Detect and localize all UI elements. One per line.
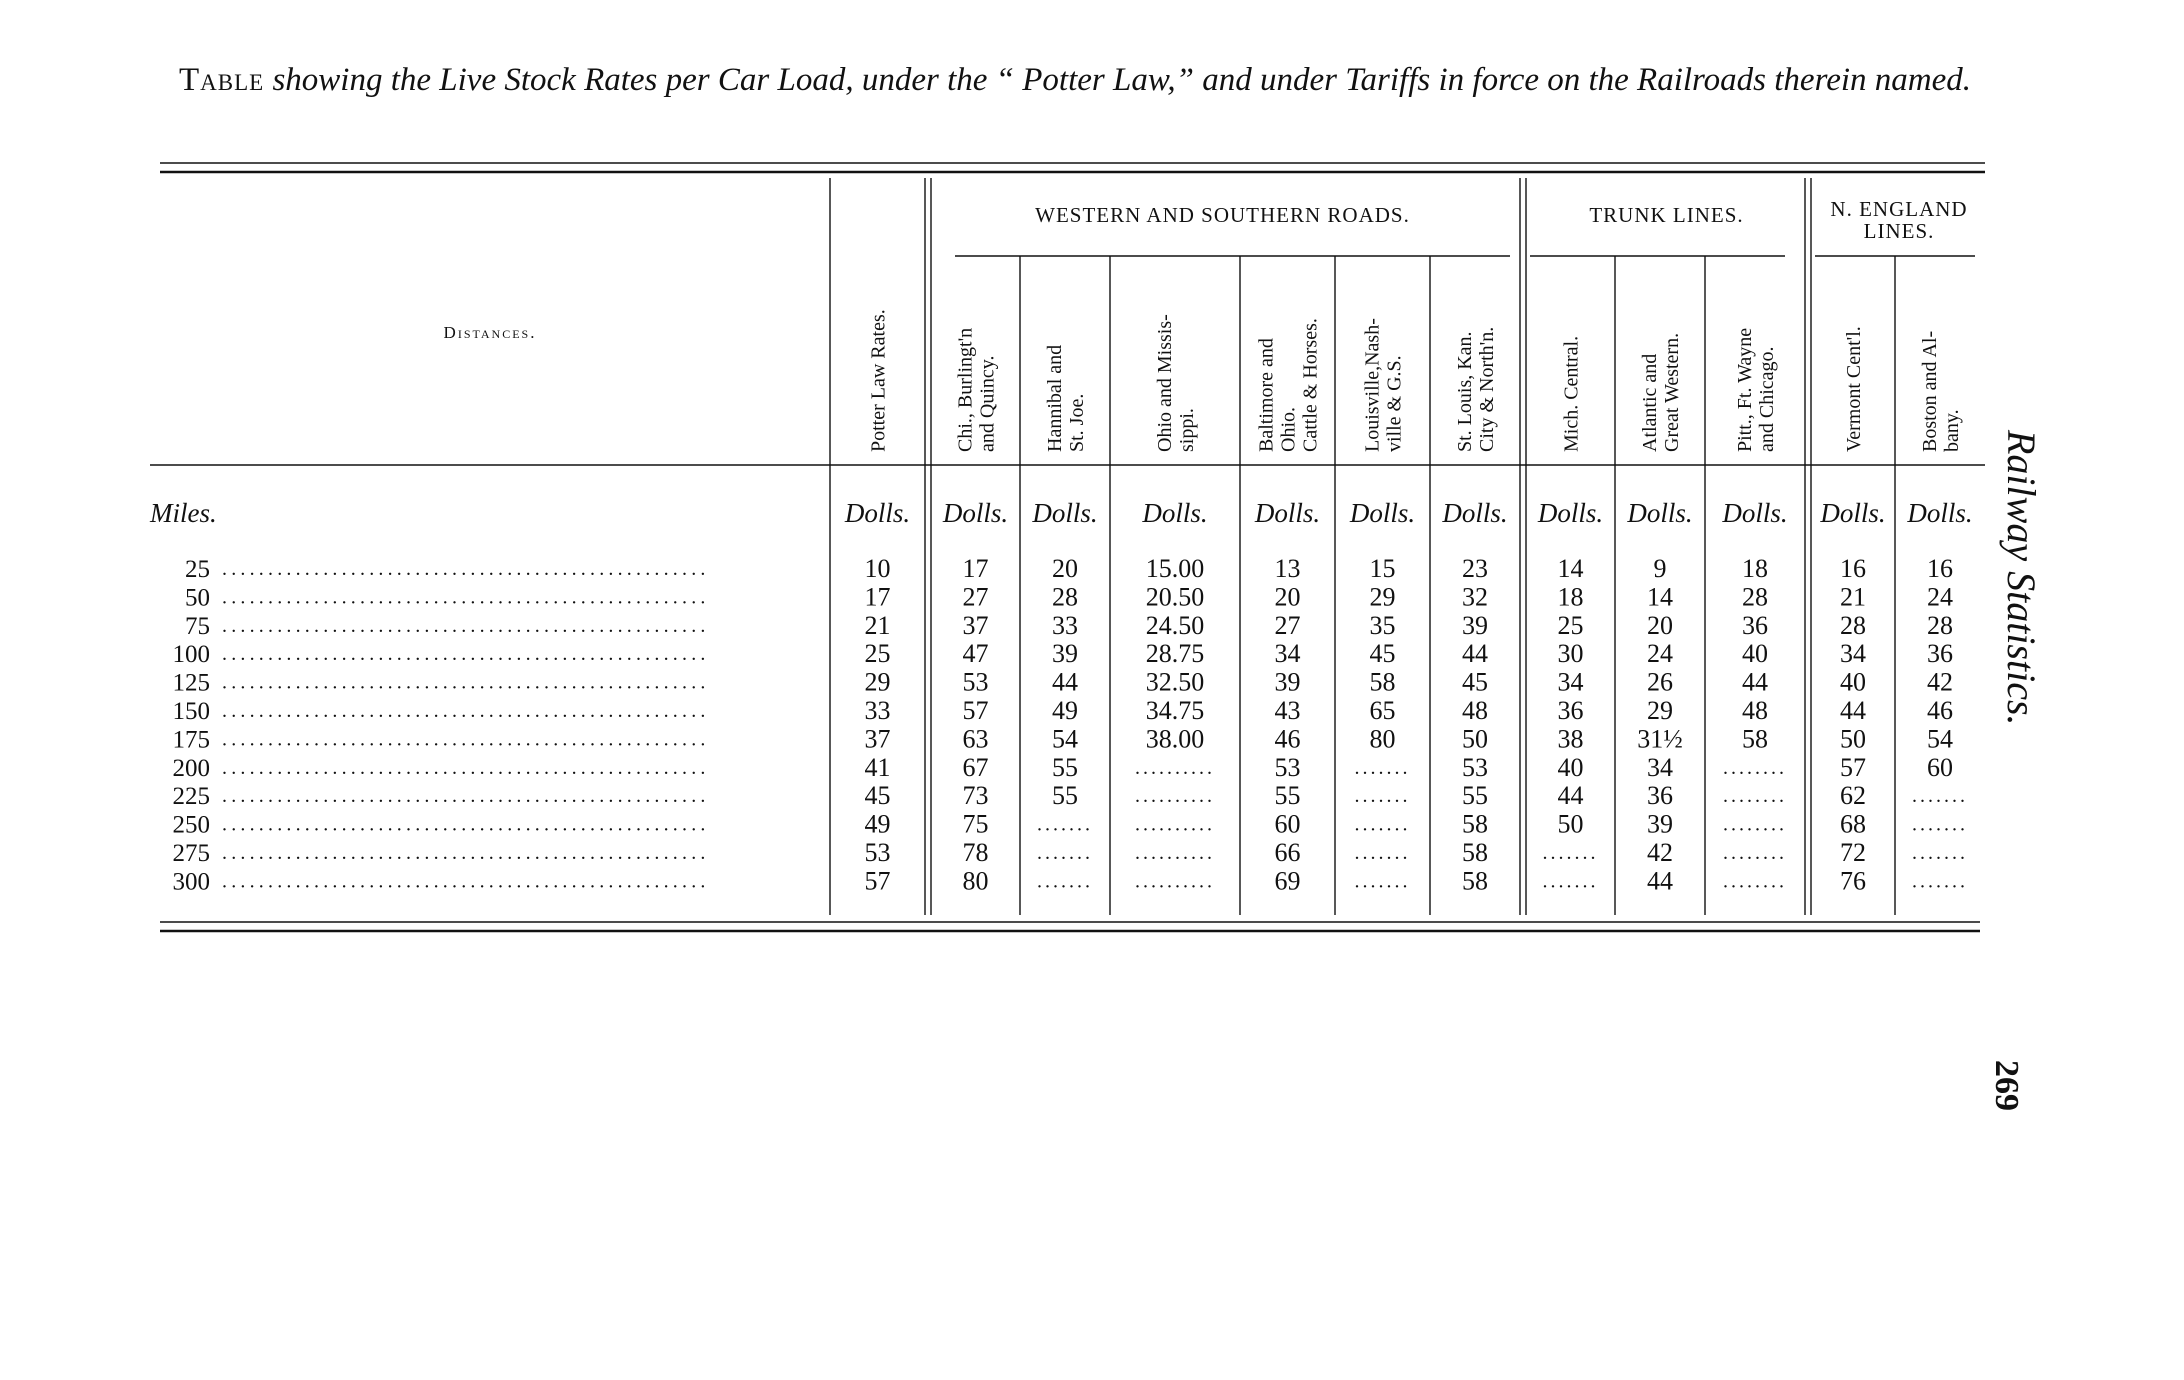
value-cell: 39 [1052, 639, 1078, 669]
value-cell: 39 [1462, 610, 1488, 640]
value-cell: 31½ [1637, 724, 1683, 754]
empty-cell: ....... [1037, 870, 1093, 893]
value-cell: 47 [962, 639, 989, 669]
value-cell: 17 [962, 554, 989, 583]
value-cell: 75 [962, 809, 989, 839]
value-cell: 34 [1274, 639, 1301, 669]
value-cell: 46 [1274, 724, 1301, 754]
value-cell: 55 [1052, 752, 1078, 782]
value-cell: 57 [1840, 752, 1866, 782]
value-cell: 45 [864, 781, 891, 811]
unit-cell: Dolls. [942, 498, 1009, 528]
column-header: St. Joe. [1066, 393, 1088, 452]
column-header: Great Western. [1661, 332, 1683, 452]
unit-cell: Dolls. [844, 498, 911, 528]
value-cell: 69 [1274, 866, 1301, 896]
column-header: St. Louis, Kan. [1454, 331, 1476, 452]
dot-leader: ..................................................... [222, 643, 710, 666]
empty-cell: .......... [1135, 870, 1215, 893]
value-cell: 73 [962, 781, 989, 811]
empty-cell: ........ [1723, 785, 1787, 808]
value-cell: 36 [1557, 696, 1584, 725]
value-cell: 29 [864, 667, 891, 697]
miles-cell: 125 [172, 669, 210, 697]
column-header: bany. [1941, 409, 1963, 452]
miles-cell: 25 [185, 556, 210, 583]
dot-leader: ..................................................... [222, 785, 710, 808]
empty-cell: ........ [1723, 813, 1787, 836]
value-cell: 29 [1369, 582, 1396, 612]
value-cell: 28 [1927, 610, 1953, 640]
value-cell: 58 [1462, 809, 1488, 839]
unit-cell: Dolls. [1907, 498, 1973, 528]
value-cell: 80 [962, 866, 989, 896]
value-cell: 58 [1462, 838, 1488, 867]
empty-cell: .......... [1135, 785, 1215, 808]
value-cell: 53 [1274, 752, 1301, 782]
dot-leader: ..................................................... [222, 671, 710, 694]
value-cell: 27 [962, 582, 989, 612]
value-cell: 55 [1462, 781, 1488, 811]
empty-cell: ....... [1354, 813, 1411, 836]
empty-cell: ....... [1542, 870, 1599, 893]
value-cell: 20 [1274, 582, 1301, 612]
column-header: Baltimore and [1255, 338, 1278, 452]
value-cell: 36 [1742, 610, 1768, 640]
value-cell: 28 [1052, 582, 1078, 612]
miles-cell: 50 [185, 584, 210, 612]
value-cell: 62 [1840, 781, 1866, 811]
value-cell: 40 [1840, 667, 1866, 697]
title-text: showing the Live Stock Rates per Car Load, under the “ Potter Law,” and under Tariffs in force on the Railroads therein named. [272, 62, 1971, 98]
value-cell: 34 [1647, 752, 1673, 782]
value-cell: 50 [1557, 809, 1584, 839]
miles-label: Miles. [150, 498, 217, 528]
unit-cell: Dolls. [1537, 498, 1604, 528]
value-cell: 42 [1647, 838, 1673, 867]
value-cell: 60 [1927, 752, 1953, 782]
value-cell: 50 [1840, 724, 1866, 754]
value-cell: 16 [1840, 554, 1866, 583]
value-cell: 32 [1462, 582, 1488, 612]
dot-leader: ..................................................... [222, 813, 710, 836]
value-cell: 72 [1840, 838, 1866, 867]
column-header: City & North'n. [1476, 326, 1498, 452]
value-cell: 9 [1653, 554, 1667, 583]
value-cell: 29 [1647, 696, 1673, 725]
value-cell: 63 [962, 724, 989, 754]
column-header: Ohio and Missis- [1154, 314, 1176, 452]
dot-leader: ..................................................... [222, 870, 710, 893]
empty-cell: ....... [1912, 870, 1968, 893]
column-header: and Quincy. [976, 355, 999, 452]
unit-cell: Dolls. [1722, 498, 1788, 528]
value-cell: 44 [1052, 667, 1078, 697]
dot-leader: ..................................................... [222, 558, 710, 580]
title-lead: Table [178, 62, 265, 98]
empty-cell: ....... [1037, 842, 1093, 864]
value-cell: 68 [1840, 809, 1866, 839]
value-cell: 50 [1462, 724, 1488, 754]
value-cell: 57 [962, 696, 989, 725]
column-header: Hannibal and [1044, 344, 1066, 452]
value-cell: 17 [864, 582, 891, 612]
dot-leader: ..................................................... [222, 728, 710, 751]
value-cell: 18 [1557, 582, 1584, 612]
value-cell: 13 [1274, 554, 1301, 583]
value-cell: 49 [1052, 696, 1078, 725]
value-cell: 54 [1052, 724, 1078, 754]
page-number: 269 [1988, 1060, 2025, 1111]
value-cell: 15 [1369, 554, 1396, 583]
value-cell: 36 [1927, 639, 1953, 669]
value-cell: 33 [1052, 610, 1078, 640]
value-cell: 38.00 [1145, 724, 1205, 754]
value-cell: 26 [1647, 667, 1673, 697]
value-cell: 45 [1369, 639, 1396, 669]
value-cell: 78 [962, 838, 989, 867]
value-cell: 44 [1647, 866, 1673, 896]
value-cell: 37 [962, 610, 989, 640]
value-cell: 20.50 [1145, 582, 1205, 612]
empty-cell: .......... [1135, 756, 1215, 779]
value-cell: 24 [1647, 639, 1673, 669]
empty-cell: ....... [1912, 813, 1968, 836]
value-cell: 34 [1557, 667, 1584, 697]
value-cell: 25 [864, 639, 891, 669]
unit-cell: Dolls. [1349, 498, 1416, 528]
value-cell: 60 [1274, 809, 1301, 839]
empty-cell: ....... [1542, 842, 1599, 864]
value-cell: 58 [1742, 724, 1768, 754]
column-header: Pitt., Ft. Wayne [1734, 327, 1756, 452]
empty-cell: ....... [1354, 756, 1411, 779]
value-cell: 41 [864, 752, 891, 782]
dot-leader: ..................................................... [222, 700, 710, 722]
running-head: Railway Statistics. [1999, 430, 2044, 726]
empty-cell: ........ [1723, 842, 1787, 864]
value-cell: 28 [1840, 610, 1866, 640]
value-cell: 44 [1557, 781, 1584, 811]
column-header: sippi. [1176, 408, 1198, 452]
miles-cell: 225 [172, 783, 210, 811]
empty-cell: .......... [1135, 842, 1215, 864]
value-cell: 39 [1274, 667, 1301, 697]
value-cell: 53 [864, 838, 891, 867]
value-cell: 35 [1369, 610, 1396, 640]
unit-cell: Dolls. [1032, 498, 1098, 528]
empty-cell: ....... [1354, 870, 1411, 893]
value-cell: 20 [1052, 554, 1078, 583]
value-cell: 27 [1274, 610, 1301, 640]
empty-cell: .......... [1135, 813, 1215, 836]
value-cell: 44 [1840, 696, 1866, 725]
value-cell: 24.50 [1145, 610, 1205, 640]
value-cell: 30 [1557, 639, 1584, 669]
value-cell: 58 [1462, 866, 1488, 896]
value-cell: 28 [1742, 582, 1768, 612]
unit-cell: Dolls. [1627, 498, 1693, 528]
value-cell: 18 [1742, 554, 1768, 583]
empty-cell: ....... [1912, 785, 1968, 808]
value-cell: 21 [864, 610, 891, 640]
miles-cell: 200 [172, 754, 210, 782]
dot-leader: ..................................................... [222, 842, 710, 864]
value-cell: 58 [1369, 667, 1396, 697]
empty-cell: ....... [1354, 842, 1411, 864]
group-header: N. ENGLAND LINES. [1830, 197, 1968, 243]
column-header: ville & G.S. [1383, 355, 1406, 452]
value-cell: 28.75 [1145, 639, 1205, 669]
column-header: Vermont Cent'l. [1843, 326, 1865, 452]
value-cell: 44 [1462, 639, 1488, 669]
dot-leader: ..................................................... [222, 586, 710, 609]
value-cell: 53 [1462, 752, 1488, 782]
value-cell: 76 [1840, 866, 1866, 896]
value-cell: 42 [1927, 667, 1953, 697]
column-header: Ohio. [1277, 407, 1300, 452]
value-cell: 67 [962, 752, 989, 782]
column-header: and Chicago. [1756, 346, 1778, 452]
value-cell: 45 [1462, 667, 1488, 697]
miles-cell: 100 [172, 641, 210, 669]
value-cell: 23 [1462, 554, 1488, 583]
value-cell: 43 [1274, 696, 1301, 725]
column-header: Cattle & Horses. [1299, 318, 1322, 452]
value-cell: 48 [1742, 696, 1768, 725]
value-cell: 16 [1927, 554, 1953, 583]
value-cell: 49 [864, 809, 891, 839]
distances-header: Distances. [443, 323, 537, 342]
value-cell: 14 [1647, 582, 1673, 612]
column-header: Potter Law Rates. [867, 309, 890, 452]
miles-cell: 75 [185, 612, 210, 640]
value-cell: 57 [864, 866, 891, 896]
value-cell: 40 [1557, 752, 1584, 782]
value-cell: 10 [864, 554, 891, 583]
unit-cell: Dolls. [1442, 498, 1508, 528]
value-cell: 40 [1742, 639, 1768, 669]
value-cell: 34.75 [1145, 696, 1205, 725]
column-header: Atlantic and [1639, 353, 1661, 452]
value-cell: 65 [1369, 696, 1396, 725]
value-cell: 38 [1557, 724, 1584, 754]
column-header: Chi., Burlingt'n [954, 327, 977, 452]
value-cell: 34 [1840, 639, 1866, 669]
value-cell: 55 [1274, 781, 1301, 811]
group-header: WESTERN AND SOUTHERN ROADS. [1035, 203, 1410, 227]
value-cell: 46 [1927, 696, 1953, 725]
column-header: Mich. Central. [1560, 335, 1583, 452]
column-header: Boston and Al- [1919, 330, 1941, 452]
group-header: TRUNK LINES. [1589, 203, 1744, 227]
value-cell: 37 [864, 724, 891, 754]
value-cell: 80 [1369, 724, 1396, 754]
value-cell: 53 [962, 667, 989, 697]
value-cell: 48 [1462, 696, 1488, 725]
unit-cell: Dolls. [1254, 498, 1321, 528]
unit-cell: Dolls. [1142, 498, 1208, 528]
value-cell: 21 [1840, 582, 1866, 612]
miles-cell: 175 [172, 726, 210, 754]
value-cell: 20 [1647, 610, 1673, 640]
value-cell: 33 [864, 696, 891, 725]
miles-cell: 275 [172, 840, 210, 867]
empty-cell: ....... [1912, 842, 1968, 864]
value-cell: 14 [1557, 554, 1584, 583]
value-cell: 36 [1647, 781, 1673, 811]
empty-cell: ........ [1723, 756, 1787, 779]
empty-cell: ....... [1354, 785, 1411, 808]
value-cell: 24 [1927, 582, 1953, 612]
value-cell: 54 [1927, 724, 1953, 754]
miles-cell: 300 [172, 868, 210, 896]
dot-leader: ..................................................... [222, 614, 710, 637]
value-cell: 39 [1647, 809, 1673, 839]
value-cell: 66 [1274, 838, 1301, 867]
empty-cell: ....... [1037, 813, 1093, 836]
empty-cell: ........ [1723, 870, 1787, 893]
miles-cell: 250 [172, 811, 210, 839]
value-cell: 15.00 [1145, 554, 1205, 583]
dot-leader: ..................................................... [222, 756, 710, 779]
value-cell: 55 [1052, 781, 1078, 811]
column-header: Louisville,Nash- [1361, 318, 1384, 452]
value-cell: 44 [1742, 667, 1768, 697]
value-cell: 32.50 [1145, 667, 1205, 697]
value-cell: 25 [1557, 610, 1584, 640]
unit-cell: Dolls. [1820, 498, 1886, 528]
miles-cell: 150 [172, 698, 210, 725]
